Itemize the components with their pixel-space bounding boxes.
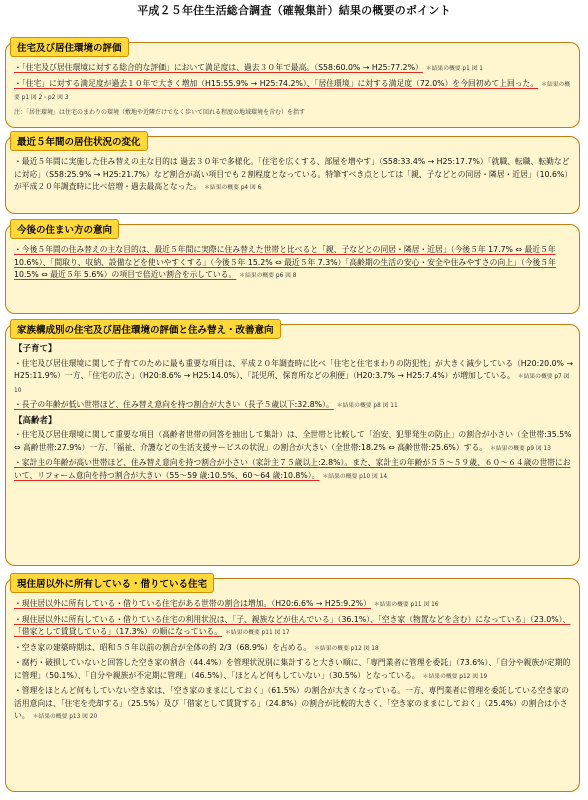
section-housing-evaluation xyxy=(5,42,580,128)
list-item: ・今後５年間の住み替えの主な目的は、最近５年間に実際に住み替えた世帯と比べると「親、子などとの同居・隣居・近居」（今後５年 17.7% ⇔ 最近５年 10.6%）、「間取り、収納、設備などを使いやすくする」（今後５年 15.2% ⇔ 最近５年 7.3%）「高齢期の生活の安心・安全や住みやすさの向上」（今後５年 10.5% ⇔ 最近５年 5.6%）の項目で倍近い割合を示している。 ＊結果の概要 p6 図 8 xyxy=(14,245,556,279)
list-item: ・長子の年齢が低い世帯ほど、住み替え意向を持つ割合が大きい（長子５歳以下:32.8%）。 ＊結果の概要 p8 図 11 xyxy=(14,400,398,409)
page-title: 平成２５年住生活総合調査（確報集計）結果の概要のポイント xyxy=(137,4,451,17)
list-item: ・「住宅」に対する満足度が過去１０年で大きく増加（H15:55.9% → H25:74.2%）、「居住環境」に対する満足度（72.0%）を今回初めて上回った。 ＊結果の概要 p1 図 2・p2 図 3 xyxy=(14,78,571,101)
section-family-composition xyxy=(5,324,580,566)
section-future-intentions xyxy=(5,224,580,314)
section-heading: 最近５年間の居住状況の変化 xyxy=(10,131,148,151)
list-item: ・現住居以外に所有している・借りている住宅がある世帯の割合は増加。（H20:6.6% → H25:9.2%） ＊結果の概要 p11 図 16 xyxy=(14,599,439,608)
section-heading: 家族構成別の住宅及び居住環境の評価と住み替え・改善意向 xyxy=(10,319,281,339)
list-item: ・「住宅及び居住環境に対する総合的な評価」において満足度は、過去３０年で最高。（S58:60.0% → H25:77.2%） ＊結果の概要 p1 図 1 xyxy=(14,63,483,72)
section-heading: 現住居以外に所有している・借りている住宅 xyxy=(10,573,214,593)
group-label-childcare: 【子育て】 xyxy=(14,344,57,354)
list-item: ・最近５年間に実施した住み替えの主な目的は 過去３０年で多様化。「住宅を広くする、部屋を増やす」（S58:33.4% → H25:17.7%）「就職、転職、転勤などに対応」（S58:25.9% → H25:21.7%）など割合が高い項目でも２割程度となっている。特筆すべき点としては「親、子などとの同居・隣居・近居」（10.6%）が平成２０年調査時に比べ倍増・過去最高となった。 ＊結果の概要 p4 図 6 xyxy=(14,157,573,191)
list-item: ・住宅及び居住環境に関して重要な項目（高齢者世帯の回答を抽出して集計）は、全世帯と比較して「治安、犯罪発生の防止」の割合が小さい（全世帯:35.5% ⇔ 高齢世帯:27.9%）一方、「福祉、介護などの生活支援サービスの状況」の割合が大きい（全世帯:18.2% ⇔ 高齢世帯:25.6%）する。 ＊結果の概要 p9 図 13 xyxy=(14,430,572,452)
list-item: ・管理をほとんど何もしていない空き家は、「空き家のままにしておく」（61.5%）の割合が大きくなっている。一方、専門業者に管理を委託している空き家の活用意向は、「住宅を売却する」（25.5%）及び「借家として賃貸する」（24.8%）の割合が比較的大きく、「空き家のままにしておく」（25.4%）の割合は小さい。 ＊結果の概要 p13 図 20 xyxy=(14,686,569,720)
section-heading: 住宅及び居住環境の評価 xyxy=(10,37,129,57)
list-item: ・家計主の年齢が高い世帯ほど、住み替え意向を持つ割合が小さい（家計主７５歳以上:2.8%）。また、家計主の年齢が５５～５９歳、６０～６４歳の世帯において、リフォーム意向を持つ割合が大きい（55～59 歳:10.5%、60～64 歳:10.8%）。 ＊結果の概要 p10 図 14 xyxy=(14,458,571,480)
group-label-elderly: 【高齢者】 xyxy=(14,415,57,426)
section-heading: 今後の住まい方の意向 xyxy=(10,219,119,239)
list-item: ・腐朽・破損していないと回答した空き家の割合（44.4%）を管理状況別に集計すると大きい順に、「専門業者に管理を委託」（73.6%）、「自分や親族が定期的に管理」（50.1%）、「自分や親族が不定期に管理」（46.5%）、「ほとんど何もしていない」（30.5%）となっている。 ＊結果の概要 p12 図 19 xyxy=(14,658,571,680)
footnote: 注：「居住環境」は住宅のまわりの環境（敷地や近隣だけでなく歩いて回れる程度の地域環境を含む）を指す xyxy=(14,108,306,116)
section-recent-changes xyxy=(5,136,580,214)
list-item: ・現住居以外に所有している・借りている住宅の利用状況は、「子、親族などが住んでいる」（36.1%）、「空き家（物置などを含む）になっている」（23.0%）、「借家として賃貸している」（17.3%）の順になっている。 ＊結果の概要 p11 図 17 xyxy=(14,614,571,636)
list-item: ・住宅及び居住環境に関して子育てのために最も重要な項目は、平成２０年調査時に比べ「住宅と住宅まわりの防犯性」が大きく減少している（H20:20.0% → H25:11.9%）一方、「住宅の広さ」（H20:8.6% → H25:14.0%）、「託児所、保育所などの利便」（H20:3.7% → H25:7.4%）が増加している。 ＊結果の概要 p7 図 10 xyxy=(14,358,573,394)
section-other-residences xyxy=(5,578,580,792)
list-item: ・空き家の建築時期は、昭和５５年以前の割合が全体の約 2/3（68.9%）を占める。 ＊結果の概要 p12 図 18 xyxy=(14,642,379,652)
